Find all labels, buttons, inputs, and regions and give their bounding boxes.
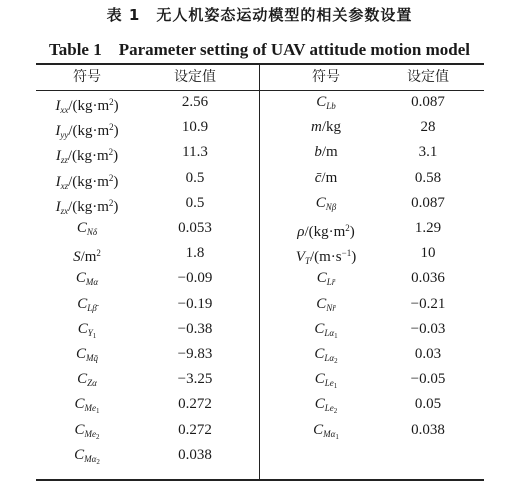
left-symbol-cell: $C_{M\alpha}$ <box>75 270 99 288</box>
header-left-value: 设定值 <box>174 69 216 85</box>
right-value-cell: 28 <box>420 119 436 136</box>
left-symbol-cell: $I_{xz}/(kg\cdot m^2)$ <box>55 172 119 191</box>
left-value-cell: −3.25 <box>177 371 213 388</box>
left-symbol-cell: $I_{zz}/(kg\cdot m^2)$ <box>55 147 119 166</box>
left-symbol-cell: $S/m^2$ <box>73 248 101 266</box>
right-value-cell: 0.58 <box>414 169 442 186</box>
left-value-cell: −9.83 <box>177 346 213 362</box>
left-value-cell: 0.5 <box>185 194 205 211</box>
table-title-cn: 表 1 无人机姿态运动模型的相关参数设置 <box>106 6 413 24</box>
table-bottom-rule <box>36 479 484 481</box>
left-value-cell: 1.8 <box>185 245 205 262</box>
right-symbol-cell: $C_{M\alpha_1}$ <box>313 421 339 441</box>
left-value-cell: 0.272 <box>178 421 212 438</box>
header-right-value: 设定值 <box>407 69 449 85</box>
table-top-rule <box>36 63 484 65</box>
right-symbol-cell: $C_{L\alpha_1}$ <box>314 320 338 340</box>
right-symbol-cell: $C_{Le_2}$ <box>314 396 338 416</box>
left-symbol-cell: $C_{Me_1}$ <box>74 396 100 416</box>
right-value-cell: 0.036 <box>411 270 445 287</box>
right-value-cell: 0.087 <box>411 94 445 110</box>
right-value-cell: 0.087 <box>411 194 445 211</box>
left-value-cell: 11.3 <box>182 144 208 161</box>
left-value-cell: −0.19 <box>177 295 213 312</box>
right-symbol-cell: $C_{Lr̄}$ <box>316 270 336 288</box>
table-column-divider <box>259 63 260 480</box>
right-symbol-cell: $C_{N\beta}$ <box>315 194 337 212</box>
left-value-cell: 2.56 <box>181 94 209 110</box>
left-symbol-cell: $I_{yy}/(kg\cdot m^2)$ <box>55 122 119 141</box>
right-value-cell: −0.21 <box>410 295 446 312</box>
left-value-cell: 0.053 <box>178 220 212 236</box>
right-symbol-cell: $C_{L\alpha_2}$ <box>314 346 338 365</box>
right-symbol-cell: $C_{Le_1}$ <box>314 371 338 391</box>
right-value-cell: 0.03 <box>414 346 442 362</box>
left-symbol-cell: $C_{Z\alpha}$ <box>77 371 97 389</box>
left-symbol-cell: $C_{Mq̄}$ <box>75 346 99 363</box>
left-symbol-cell: $I_{xx}/(kg\cdot m^2)$ <box>55 97 119 115</box>
left-value-cell: 0.038 <box>178 446 212 463</box>
right-value-cell: −0.05 <box>410 371 446 388</box>
left-value-cell: −0.09 <box>177 270 213 287</box>
left-value-cell: −0.38 <box>177 320 213 337</box>
right-symbol-cell: m/kg <box>310 119 342 136</box>
left-value-cell: 0.272 <box>178 396 212 413</box>
right-symbol-cell: $C_{Nr̄}$ <box>316 295 336 313</box>
right-value-cell: 1.29 <box>414 220 442 236</box>
right-value-cell: 0.038 <box>411 421 445 438</box>
left-symbol-cell: $C_{Y_1}$ <box>77 320 97 340</box>
left-symbol-cell: $C_{L\betā}$ <box>77 295 97 313</box>
right-value-cell: 0.05 <box>414 396 442 413</box>
right-symbol-cell: $V_T/(m\cdot s^{-1})$ <box>295 248 357 267</box>
left-symbol-cell: $I_{zx}/(kg\cdot m^2)$ <box>55 197 119 216</box>
table-header-rule <box>36 90 484 91</box>
right-value-cell: 10 <box>420 245 436 262</box>
right-value-cell: 3.1 <box>418 144 438 161</box>
header-left-symbol: 符号 <box>73 69 101 85</box>
left-symbol-cell: $C_{N\delta}$ <box>76 220 98 237</box>
right-symbol-cell: $C_{Lb}$ <box>316 94 336 111</box>
table-title-en: Table 1 Parameter setting of UAV attitude motion model <box>48 40 471 59</box>
left-symbol-cell: $C_{M\alpha_2}$ <box>74 446 100 466</box>
right-symbol-cell: $\rho/(kg\cdot m^2)$ <box>297 223 355 240</box>
right-value-cell: −0.03 <box>410 320 446 337</box>
left-value-cell: 0.5 <box>185 169 205 186</box>
right-symbol-cell: b/m <box>314 144 338 161</box>
right-symbol-cell: c̄/m <box>314 169 338 186</box>
left-value-cell: 10.9 <box>181 119 209 136</box>
header-right-symbol: 符号 <box>312 69 340 85</box>
left-symbol-cell: $C_{Me_2}$ <box>74 421 100 441</box>
